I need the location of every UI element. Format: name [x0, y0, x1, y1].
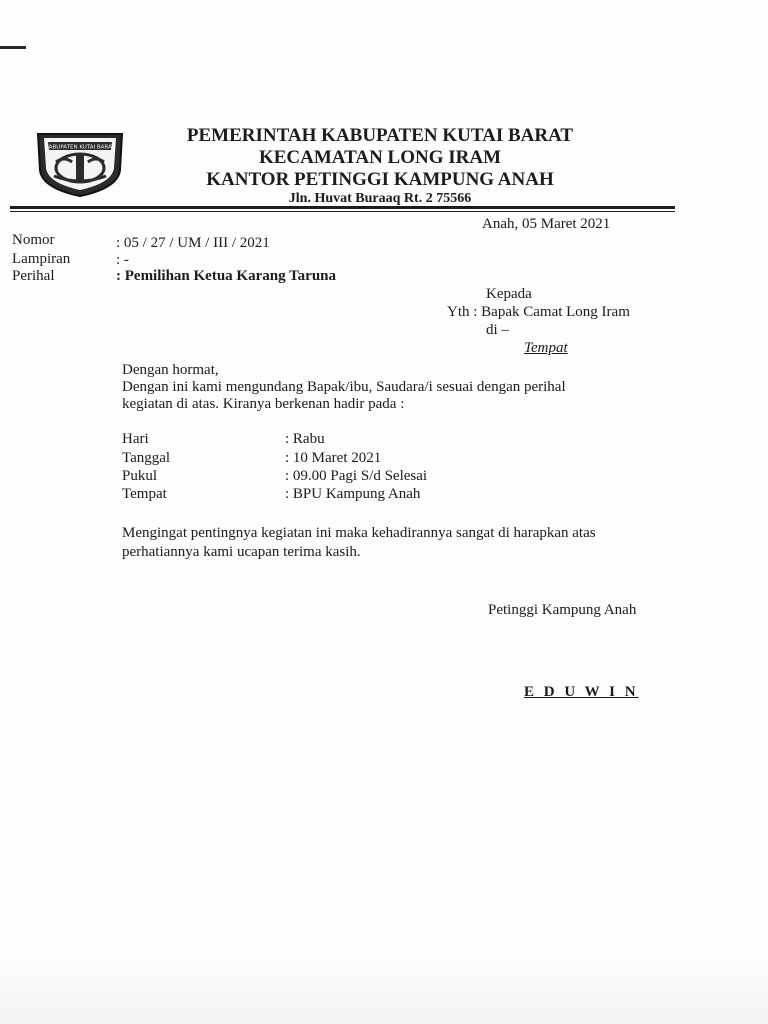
scan-mark [0, 46, 26, 49]
paragraph-2-line-1: Mengingat pentingnya kegiatan ini maka kehadirannya sangat di harapkan atas [122, 525, 596, 541]
detail-value: : 09.00 Pagi S/d Selesai [285, 468, 428, 484]
detail-value: : BPU Kampung Anah [285, 486, 421, 502]
detail-value: : 10 Maret 2021 [285, 450, 382, 466]
letterhead-address: Jln. Huvat Buraaq Rt. 2 75566 [288, 191, 472, 206]
letterhead-line-2: KECAMATAN LONG IRAM [258, 147, 502, 168]
recipient-tempat: Tempat [524, 340, 568, 356]
letterhead-rule-thick [10, 206, 675, 209]
perihal-value: : Pemilihan Ketua Karang Taruna [116, 268, 337, 284]
signature-title: Petinggi Kampung Anah [488, 602, 637, 618]
emblem-text: KABUPATEN KUTAI BARAT [45, 144, 115, 151]
paragraph-2-line-2: perhatiannya kami ucapan terima kasih. [122, 544, 361, 560]
lampiran-value: : - [116, 252, 129, 268]
signature-name: E D U W I N [524, 684, 639, 700]
letterhead-line-1: PEMERINTAH KABUPATEN KUTAI BARAT [186, 125, 574, 146]
letterhead-line-3: KANTOR PETINGGI KAMPUNG ANAH [206, 169, 554, 190]
lampiran-label: Lampiran [12, 251, 71, 267]
greeting: Dengan hormat, [122, 362, 219, 378]
detail-label: Tempat [122, 486, 167, 502]
regency-emblem-icon [34, 128, 126, 198]
paragraph-1-line-2: kegiatan di atas. Kiranya berkenan hadir pada : [122, 396, 405, 412]
nomor-value: : 05 / 27 / UM / III / 2021 [116, 235, 270, 251]
scan-edge [0, 960, 768, 1024]
detail-label: Tanggal [122, 450, 171, 466]
nomor-label: Nomor [12, 232, 55, 248]
date-line: Anah, 05 Maret 2021 [482, 216, 611, 232]
recipient-yth: Yth : Bapak Camat Long Iram [447, 304, 630, 320]
letterhead-rule-thin [10, 211, 675, 212]
detail-label: Pukul [122, 468, 158, 484]
letterhead [130, 126, 630, 209]
recipient-di: di – [486, 322, 509, 338]
recipient-kepada: Kepada [486, 286, 532, 302]
perihal-label: Perihal [12, 268, 55, 284]
paragraph-1-line-1: Dengan ini kami mengundang Bapak/ibu, Saudara/i sesuai dengan perihal [122, 379, 566, 395]
detail-label: Hari [122, 431, 149, 447]
detail-value: : Rabu [285, 431, 325, 447]
